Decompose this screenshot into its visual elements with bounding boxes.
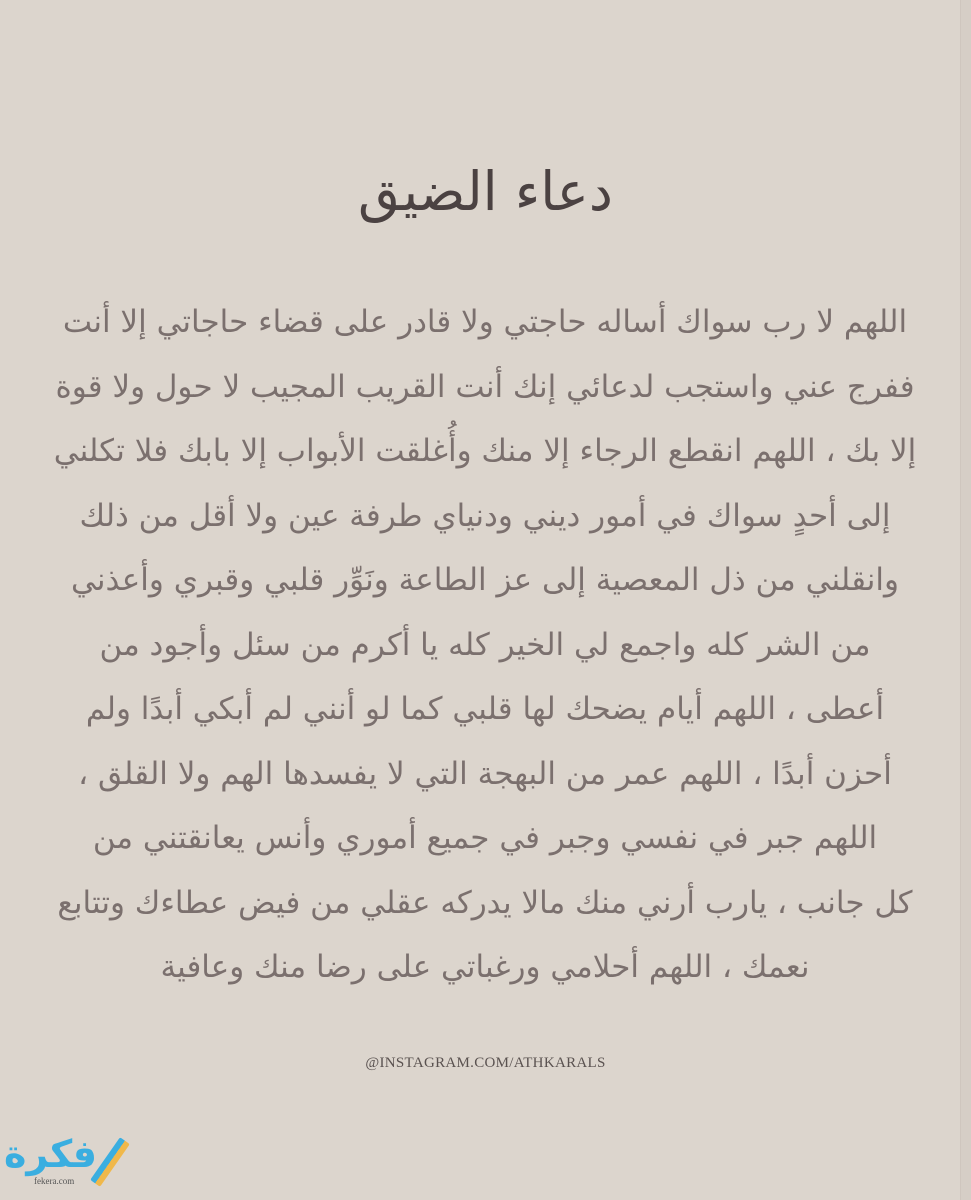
text-line: أحزن أبدًا ، اللهم عمر من البهجة التي لا يفسدها الهم ولا القلق ،	[78, 755, 892, 792]
text-line: نعمك ، اللهم أحلامي ورغباتي على رضا منك وعافية	[160, 949, 810, 985]
page-title: دعاء الضيق	[358, 160, 613, 223]
text-line: اللهم لا رب سواك أساله حاجتي ولا قادر على قضاء حاجاتي إلا أنت	[62, 304, 908, 340]
supplication-text	[30, 290, 940, 1000]
watermark-logo	[4, 1132, 149, 1192]
text-line: إلا بك ، اللهم انقطع الرجاء إلا منك وأُغلقت الأبواب إلا بابك فلا تكلني	[53, 433, 917, 469]
text-line: وانقلني من ذل المعصية إلى عز الطاعة ونَوِّر قلبي وقبري وأعذني	[71, 562, 899, 598]
logo-text: فكرة	[4, 1132, 98, 1176]
text-line: أعطى ، اللهم أيام يضحك لها قلبي كما لو أنني لم أبكي أبدًا ولم	[85, 691, 885, 727]
text-line: إلى أحدٍ سواك في أمور ديني ودنياي طرفة عين ولا أقل من ذلك	[79, 497, 891, 534]
instagram-credit: @INSTAGRAM.COM/ATHKARALS	[365, 1055, 606, 1071]
logo-domain: fekera.com	[34, 1176, 75, 1186]
text-line: من الشر كله واجمع لي الخير كله يا أكرم من سئل وأجود من	[99, 626, 871, 663]
text-line: كل جانب ، يارب أرني منك مالا يدركه عقلي من فيض عطاءك وتتابع	[57, 884, 913, 921]
text-line: ففرج عني واستجب لدعائي إنك أنت القريب المجيب لا حول ولا قوة	[55, 368, 915, 405]
text-line: اللهم جبر في نفسي وجبر في جميع أموري وأنس يعانقتني من	[92, 820, 878, 856]
